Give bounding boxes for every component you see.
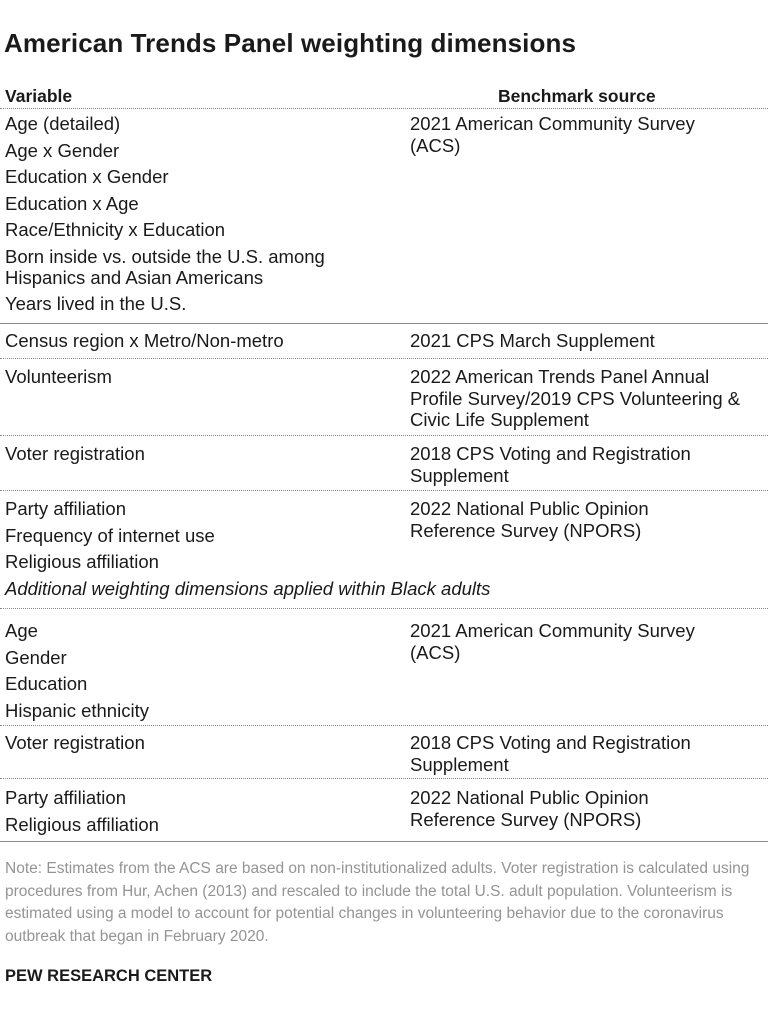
variable-item: Religious affiliation	[5, 551, 159, 572]
variable-list	[5, 732, 400, 759]
table-row	[0, 443, 768, 491]
variable-item: Voter registration	[5, 443, 145, 464]
variable-item: Education x Age	[5, 192, 139, 214]
subheading-text: Additional weighting dimensions applied within Black adults	[5, 578, 491, 599]
variable-item: Party affiliation	[5, 498, 126, 519]
variable-item: Religious affiliation	[5, 813, 159, 835]
table-header	[0, 86, 768, 109]
black-adults-subheading	[0, 570, 768, 609]
table-row	[0, 330, 768, 359]
benchmark-source: 2021 American Community Survey (ACS)	[410, 620, 695, 663]
variable-item: Years lived in the U.S.	[5, 293, 187, 314]
variable-item: Census region x Metro/Non-metro	[5, 330, 284, 351]
variable-column-header: Variable	[5, 86, 73, 106]
benchmark-source: 2022 National Public Opinion Reference Survey (NPORS)	[410, 787, 649, 830]
variable-item: Party affiliation	[5, 787, 126, 808]
variable-item: Age (detailed)	[5, 113, 121, 134]
benchmark-source: 2018 CPS Voting and Registration Supplement	[410, 443, 691, 486]
variable-item: Race/Ethnicity x Education	[5, 219, 226, 240]
variable-item: Education	[5, 673, 88, 694]
variable-item: Age x Gender	[5, 139, 120, 161]
variable-item: Education x Gender	[5, 166, 169, 187]
variable-list	[5, 620, 400, 726]
variable-item: Volunteerism	[5, 366, 112, 387]
variable-list	[5, 443, 400, 470]
variable-item: Age	[5, 620, 38, 641]
table-row	[0, 787, 768, 842]
benchmark-source: 2018 CPS Voting and Registration Supplement	[410, 732, 691, 775]
table-row	[0, 732, 768, 779]
variable-list	[5, 498, 400, 578]
benchmark-source: 2021 CPS March Supplement	[410, 330, 655, 351]
variable-item: Frequency of internet use	[5, 524, 215, 546]
benchmark-source: 2022 National Public Opinion Reference Survey (NPORS)	[410, 498, 649, 541]
benchmark-source: 2022 American Trends Panel Annual Profile Survey/2019 CPS Volunteering & Civic Life Supplement	[410, 366, 741, 430]
variable-item: Hispanic ethnicity	[5, 699, 149, 721]
benchmark-source: 2021 American Community Survey (ACS)	[410, 113, 695, 156]
source-column-header: Benchmark source	[498, 86, 656, 106]
variable-list	[5, 330, 400, 357]
footnote: Note: Estimates from the ACS are based on non-institutionalized adults. Voter registration is calculated using procedures from Hur, Achen (2013) and rescaled to include the total U.S. adult population. Volunteerism is estimated using a model to account for potential changes in volunteering behavior due to the coronavirus outbreak that began in February 2020.	[5, 860, 750, 945]
variable-item: Gender	[5, 646, 67, 668]
variable-list	[5, 787, 400, 840]
variable-list	[5, 366, 400, 393]
variable-item: Born inside vs. outside the U.S. among Hispanics and Asian Americans	[5, 245, 325, 288]
table-row	[0, 366, 768, 436]
variable-item: Voter registration	[5, 732, 145, 753]
table-row	[0, 498, 768, 575]
table-row	[0, 620, 768, 726]
source-organization: PEW RESEARCH CENTER	[5, 967, 213, 985]
table-row	[0, 113, 768, 324]
page-title: American Trends Panel weighting dimensions	[4, 28, 576, 58]
variable-list	[5, 113, 400, 320]
